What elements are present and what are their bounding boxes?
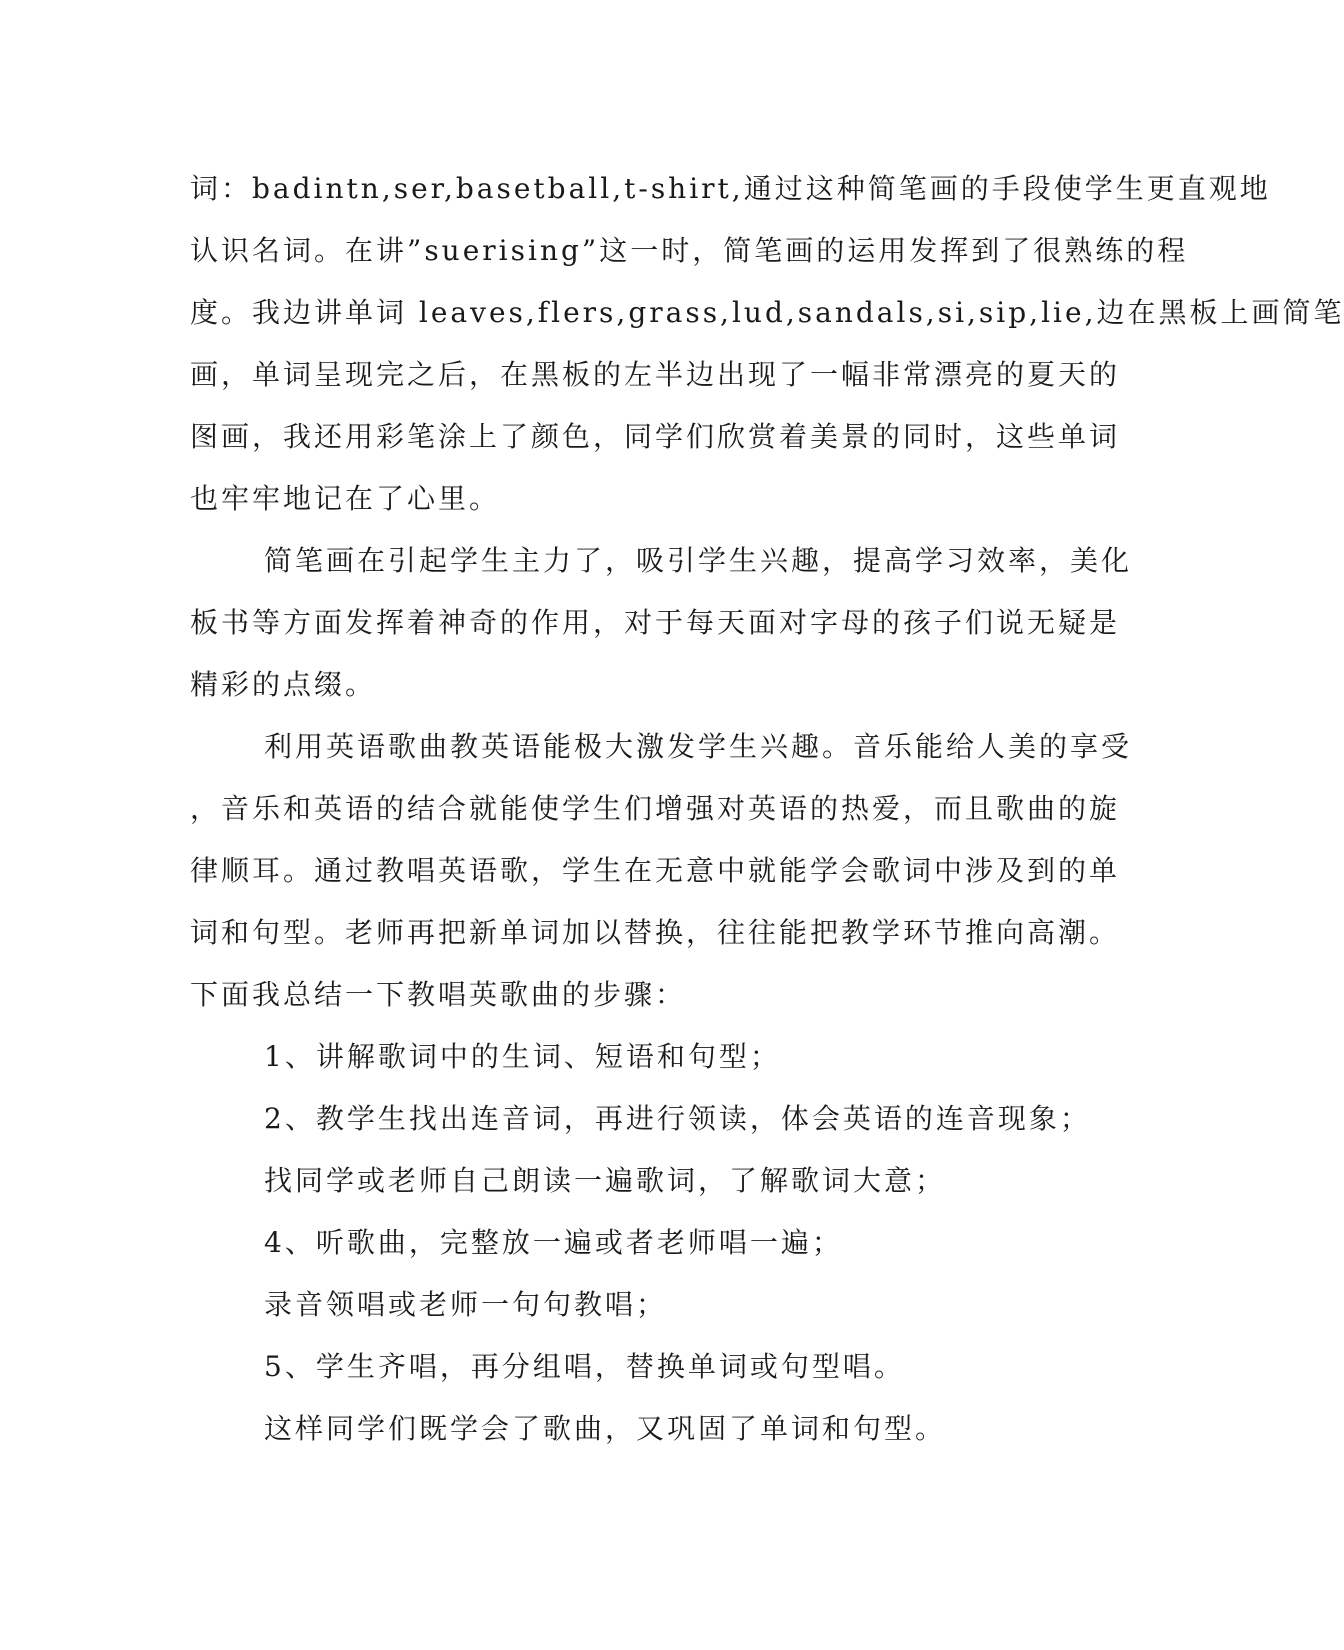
list-item: 录音领唱或老师一句句教唱； bbox=[264, 1288, 668, 1321]
list-item: 1、讲解歌词中的生词、短语和句型； bbox=[264, 1040, 781, 1073]
list-item: 4、听歌曲，完整放一遍或者老师唱一遍； bbox=[264, 1226, 843, 1259]
list-item: 5、学生齐唱，再分组唱，替换单词或句型唱。 bbox=[264, 1350, 905, 1383]
text-line: 精彩的点缀。 bbox=[190, 668, 377, 701]
text-line: 词和句型。老师再把新单词加以替换，往往能把教学环节推向高潮。 bbox=[190, 916, 1121, 949]
text-line: 也牢牢地记在了心里。 bbox=[190, 482, 501, 515]
text-line: 画，单词呈现完之后，在黑板的左半边出现了一幅非常漂亮的夏天的 bbox=[190, 358, 1121, 391]
list-item: 2、教学生找出连音词，再进行领读，体会英语的连音现象； bbox=[264, 1102, 1091, 1135]
text-line: 利用英语歌曲教英语能极大激发学生兴趣。音乐能给人美的享受 bbox=[264, 730, 1133, 763]
text-line: 下面我总结一下教唱英歌曲的步骤： bbox=[190, 978, 687, 1011]
text-line: 简笔画在引起学生主力了，吸引学生兴趣，提高学习效率，美化 bbox=[264, 544, 1133, 577]
text-line: 板书等方面发挥着神奇的作用，对于每天面对字母的孩子们说无疑是 bbox=[190, 606, 1121, 639]
text-line: 律顺耳。通过教唱英语歌，学生在无意中就能学会歌词中涉及到的单 bbox=[190, 854, 1121, 887]
text-line: 度。我边讲单词 leaves,flers,grass,lud,sandals,si,sip,lie,边在黑板上画简笔 bbox=[190, 296, 1344, 329]
text-line: ，音乐和英语的结合就能使学生们增强对英语的热爱，而且歌曲的旋 bbox=[190, 792, 1121, 825]
list-item: 找同学或老师自己朗读一遍歌词，了解歌词大意； bbox=[264, 1164, 947, 1197]
document-page bbox=[190, 158, 1344, 1460]
text-line: 这样同学们既学会了歌曲，又巩固了单词和句型。 bbox=[264, 1412, 947, 1445]
text-line: 词：badintn,ser,basetball,t-shirt,通过这种简笔画的手段使学生更直观地 bbox=[190, 172, 1271, 205]
text-line: 认识名词。在讲”suerising”这一时，简笔画的运用发挥到了很熟练的程 bbox=[190, 234, 1189, 267]
text-line: 图画，我还用彩笔涂上了颜色，同学们欣赏着美景的同时，这些单词 bbox=[190, 420, 1121, 453]
